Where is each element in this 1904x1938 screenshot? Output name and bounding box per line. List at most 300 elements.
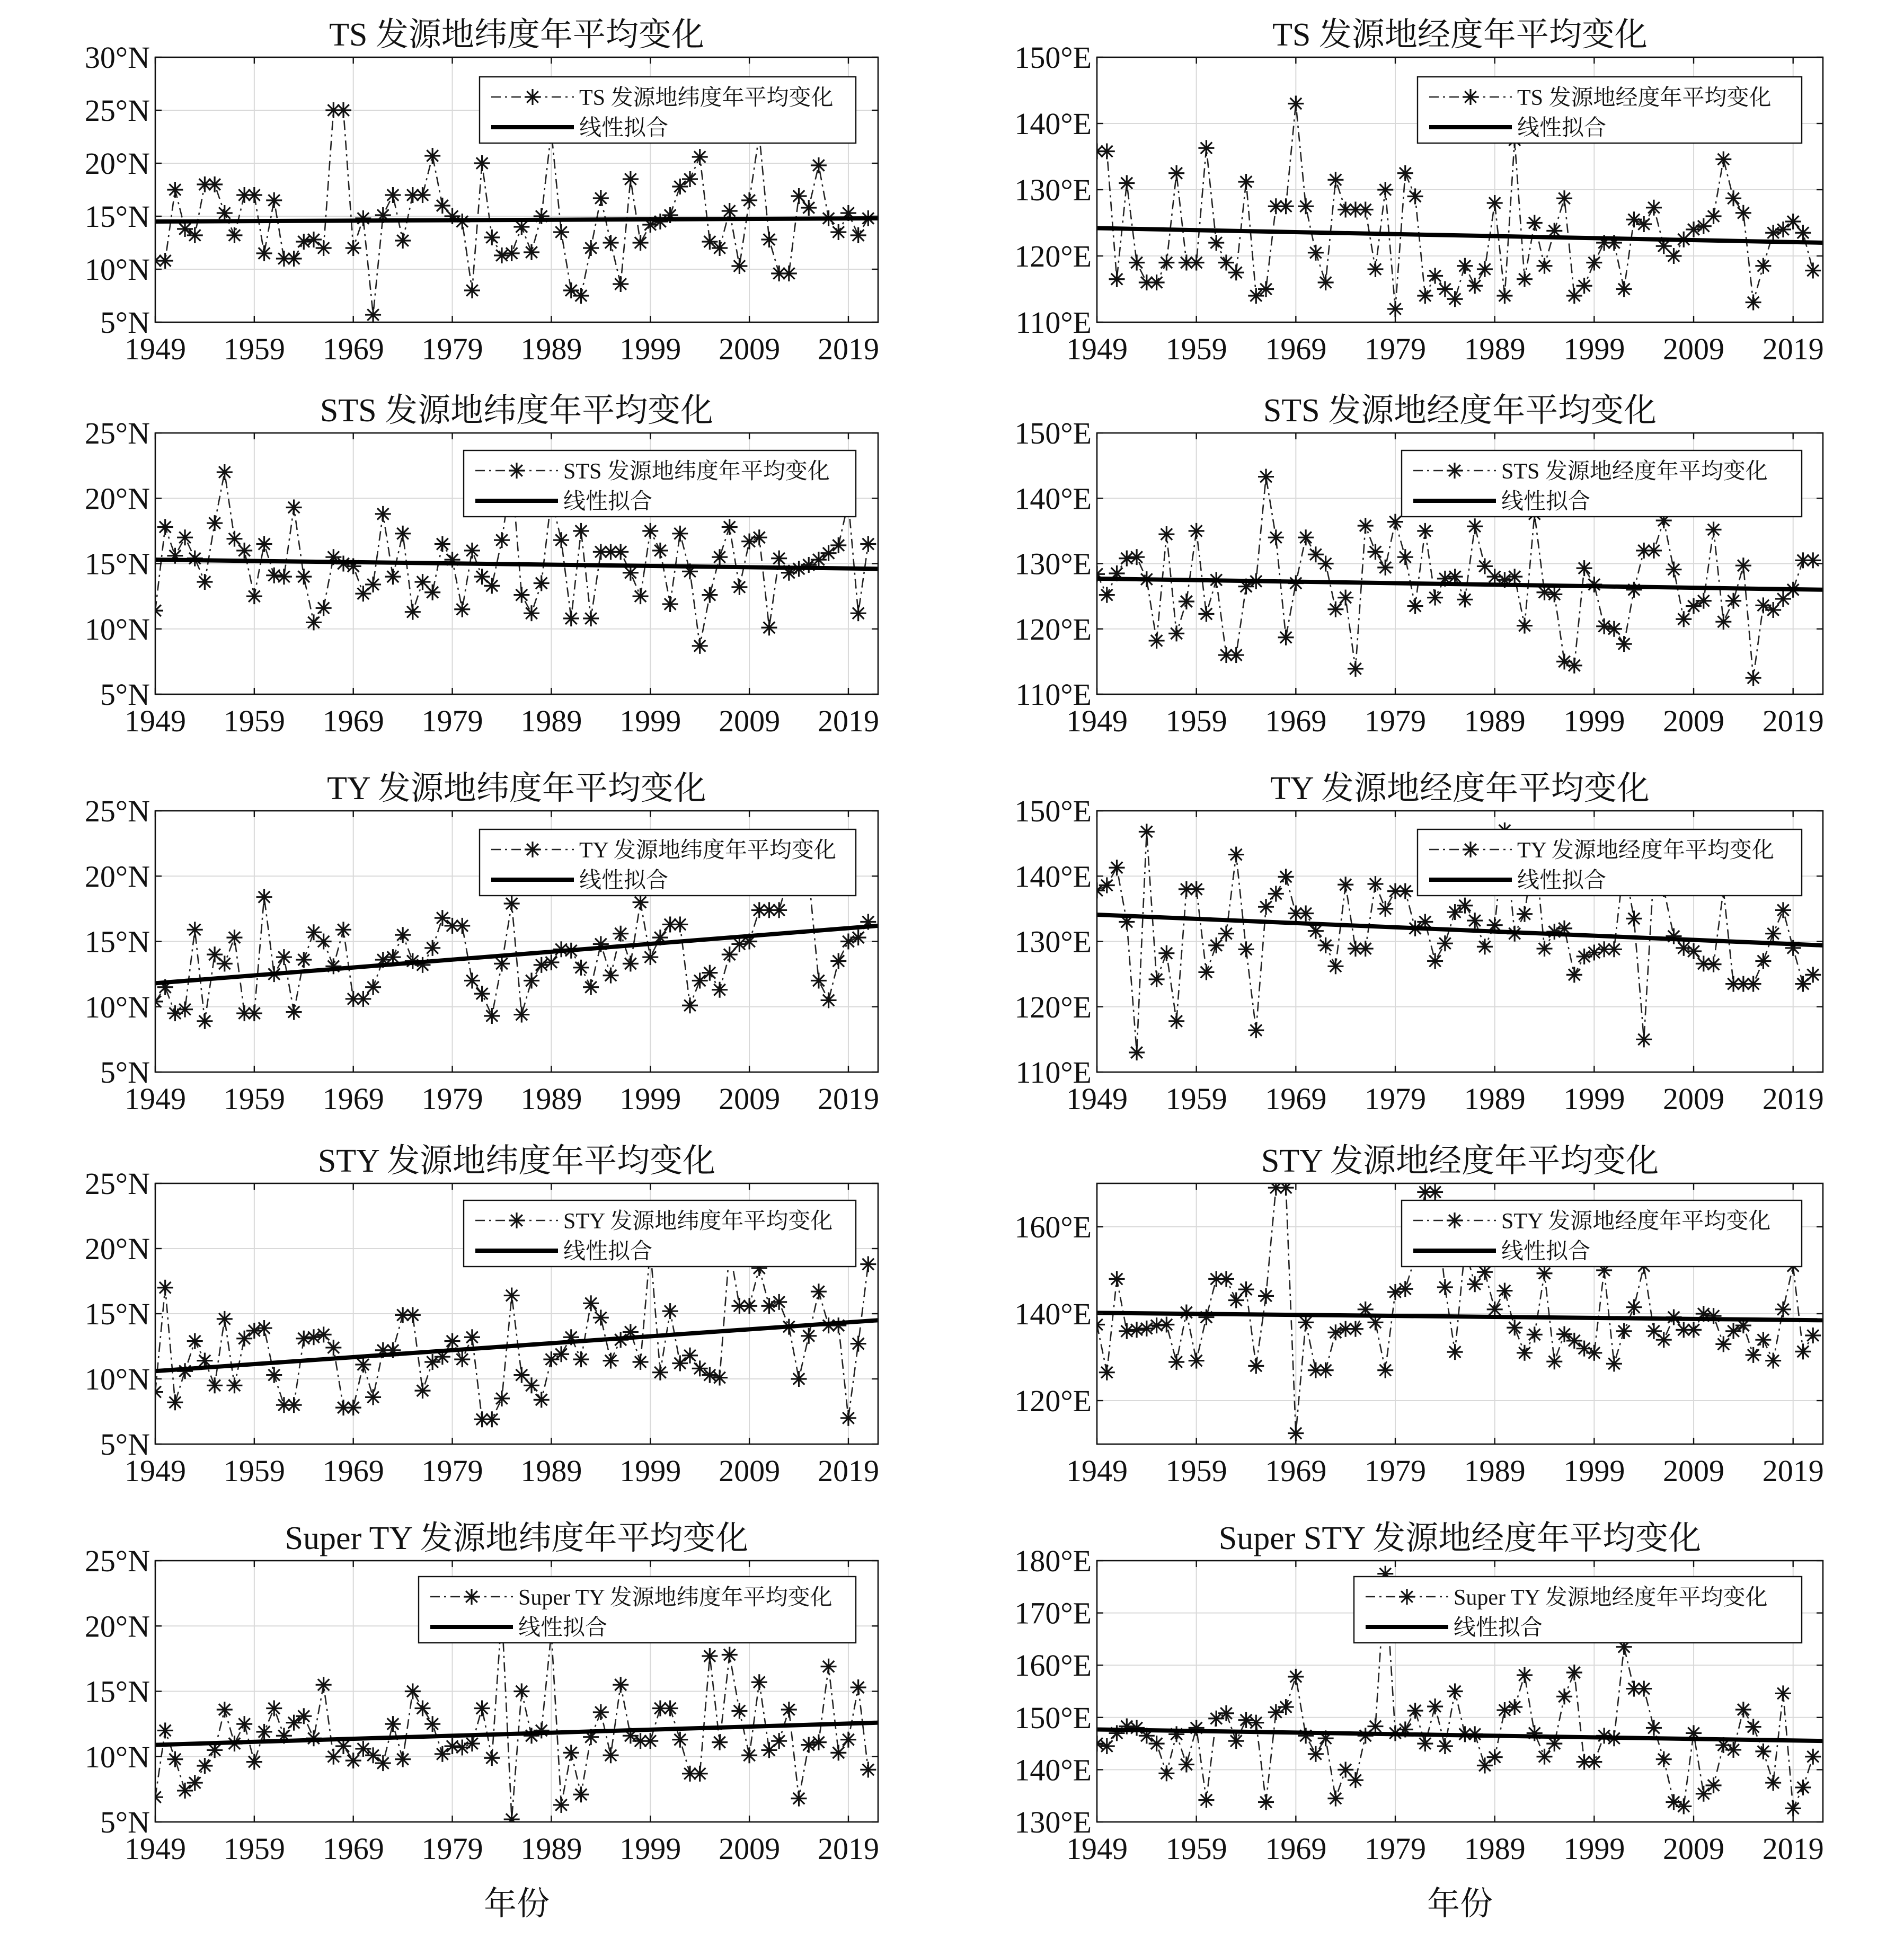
data-point-2020 bbox=[1795, 1780, 1811, 1795]
data-point-1993 bbox=[1527, 1326, 1543, 1342]
data-point-1950 bbox=[157, 519, 173, 535]
data-point-1986 bbox=[1457, 258, 1473, 274]
data-point-2006 bbox=[712, 982, 728, 998]
x-tick-label: 2019 bbox=[1762, 1454, 1824, 1488]
x-tick-label: 1999 bbox=[619, 1454, 681, 1488]
y-tick-label: 140°E bbox=[1014, 1753, 1092, 1787]
y-tick-label: 110°E bbox=[1015, 677, 1092, 712]
data-point-2003 bbox=[1626, 1299, 1642, 1315]
data-point-1955 bbox=[207, 1377, 223, 1393]
data-point-1976 bbox=[1358, 202, 1374, 218]
data-point-1983 bbox=[1427, 268, 1443, 284]
x-tick-label: 1989 bbox=[520, 704, 582, 738]
data-point-1996 bbox=[1556, 1688, 1572, 1704]
data-point-1984 bbox=[1437, 935, 1453, 951]
data-point-1979 bbox=[445, 1333, 460, 1349]
data-point-1997 bbox=[623, 955, 639, 971]
data-point-1955 bbox=[1149, 971, 1165, 987]
x-tick-label: 2009 bbox=[719, 1831, 781, 1866]
data-point-1959 bbox=[1189, 1720, 1205, 1736]
data-point-2016 bbox=[1755, 258, 1771, 274]
data-point-2020 bbox=[1795, 225, 1811, 241]
data-point-1998 bbox=[633, 235, 649, 251]
data-point-1981 bbox=[464, 543, 480, 559]
data-point-1967 bbox=[325, 1340, 341, 1356]
y-tick-label: 10°N bbox=[84, 252, 150, 287]
data-point-1982 bbox=[1417, 1736, 1433, 1751]
chart-title: STS 发源地纬度年平均变化 bbox=[320, 393, 714, 429]
data-point-1975 bbox=[1348, 1321, 1363, 1337]
legend-label-fit: 线性拟合 bbox=[563, 490, 653, 514]
data-point-1976 bbox=[414, 1383, 430, 1399]
data-point-1988 bbox=[534, 1392, 550, 1408]
x-tick-label: 1969 bbox=[322, 1454, 384, 1488]
data-point-1992 bbox=[1517, 906, 1533, 922]
x-tick-label: 1979 bbox=[421, 1831, 483, 1866]
x-tick-label: 1999 bbox=[1563, 1082, 1625, 1116]
data-point-1966 bbox=[316, 1326, 332, 1342]
data-point-2010 bbox=[1696, 593, 1712, 609]
y-tick-label: 20°N bbox=[84, 1232, 150, 1266]
y-tick-label: 130°E bbox=[1014, 173, 1092, 207]
x-tick-label: 1999 bbox=[619, 332, 681, 366]
data-point-1971 bbox=[365, 979, 381, 995]
data-point-1999 bbox=[642, 949, 658, 965]
data-point-2012 bbox=[1715, 152, 1731, 167]
y-tick-label: 130°E bbox=[1014, 924, 1092, 959]
data-point-1966 bbox=[316, 934, 332, 950]
data-point-2017 bbox=[821, 992, 837, 1008]
data-point-1973 bbox=[1327, 601, 1343, 617]
data-point-2001 bbox=[1606, 941, 1622, 957]
x-tick-label: 2009 bbox=[1663, 1082, 1725, 1116]
data-point-1972 bbox=[1318, 556, 1334, 572]
legend-label-series: TS 发源地纬度年平均变化 bbox=[579, 86, 834, 110]
x-tick-label: 1989 bbox=[520, 1831, 582, 1866]
data-point-1959 bbox=[246, 187, 262, 203]
data-point-1962 bbox=[1218, 1705, 1234, 1721]
data-point-1982 bbox=[474, 155, 490, 171]
data-point-2018 bbox=[1775, 1685, 1791, 1701]
data-point-1995 bbox=[603, 1353, 619, 1369]
x-tick-label: 1969 bbox=[1265, 332, 1327, 366]
data-point-1963 bbox=[1228, 647, 1244, 663]
data-point-1975 bbox=[405, 604, 421, 620]
legend-marker bbox=[1447, 463, 1463, 479]
data-point-2014 bbox=[1735, 205, 1751, 221]
data-point-1987 bbox=[1467, 518, 1483, 534]
data-point-2014 bbox=[791, 1791, 807, 1807]
legend-label-fit: 线性拟合 bbox=[1517, 869, 1607, 893]
legend-label-series: Super TY 发源地纬度年平均变化 bbox=[518, 1586, 833, 1610]
data-point-1957 bbox=[226, 1377, 242, 1393]
data-point-2003 bbox=[682, 171, 698, 187]
data-point-2008 bbox=[731, 579, 747, 595]
y-tick-label: 25°N bbox=[84, 1166, 150, 1201]
data-point-1995 bbox=[603, 968, 619, 984]
data-point-1994 bbox=[593, 190, 609, 206]
data-point-2000 bbox=[652, 1365, 668, 1381]
data-point-1956 bbox=[1158, 1317, 1174, 1333]
data-point-2020 bbox=[851, 930, 866, 945]
data-point-1968 bbox=[335, 102, 351, 118]
data-point-2017 bbox=[821, 1659, 837, 1675]
data-point-1978 bbox=[435, 910, 450, 926]
data-point-1987 bbox=[1467, 278, 1483, 294]
data-point-1987 bbox=[524, 1377, 539, 1393]
data-point-1957 bbox=[1168, 165, 1184, 181]
data-point-1956 bbox=[217, 955, 233, 971]
y-tick-label: 120°E bbox=[1014, 1384, 1092, 1418]
data-point-1983 bbox=[484, 578, 500, 594]
y-tick-label: 25°N bbox=[84, 794, 150, 828]
data-point-1951 bbox=[167, 1394, 183, 1410]
data-point-1960 bbox=[1198, 964, 1214, 980]
x-tick-label: 2019 bbox=[1762, 1831, 1824, 1866]
data-point-2007 bbox=[1666, 928, 1681, 944]
data-point-1952 bbox=[1119, 175, 1135, 191]
data-point-1991 bbox=[1507, 569, 1522, 585]
data-point-1972 bbox=[1318, 275, 1334, 290]
data-point-2019 bbox=[840, 1732, 856, 1748]
data-point-1970 bbox=[355, 1741, 371, 1757]
data-point-2021 bbox=[860, 536, 876, 552]
data-point-1983 bbox=[484, 1750, 500, 1766]
data-point-2011 bbox=[1706, 957, 1722, 972]
data-point-1971 bbox=[365, 1747, 381, 1763]
y-tick-label: 25°N bbox=[84, 416, 150, 450]
data-point-1972 bbox=[1318, 937, 1334, 953]
y-tick-label: 150°E bbox=[1014, 40, 1092, 75]
x-tick-label: 1949 bbox=[125, 1082, 186, 1116]
data-point-1974 bbox=[1338, 590, 1353, 606]
data-point-2016 bbox=[811, 552, 827, 568]
data-point-1963 bbox=[286, 1004, 302, 1020]
data-point-1983 bbox=[484, 1008, 500, 1024]
data-point-1965 bbox=[306, 614, 322, 630]
data-point-2015 bbox=[801, 1328, 817, 1344]
data-point-2012 bbox=[1715, 1336, 1731, 1352]
data-point-2011 bbox=[761, 620, 777, 635]
data-point-1959 bbox=[246, 1005, 262, 1021]
data-point-1959 bbox=[1189, 1353, 1205, 1369]
x-tick-label: 1959 bbox=[1165, 704, 1227, 738]
data-point-1954 bbox=[197, 1758, 212, 1774]
data-point-2011 bbox=[1706, 1308, 1722, 1324]
data-point-2016 bbox=[1755, 1332, 1771, 1348]
data-point-1997 bbox=[1566, 967, 1582, 983]
data-point-2012 bbox=[771, 551, 787, 567]
data-point-1973 bbox=[1327, 958, 1343, 974]
data-point-1985 bbox=[1447, 291, 1463, 307]
data-point-1973 bbox=[385, 1716, 401, 1732]
data-point-1951 bbox=[1109, 1725, 1125, 1741]
data-point-2003 bbox=[1626, 910, 1642, 926]
data-point-1990 bbox=[553, 532, 569, 548]
data-point-1998 bbox=[633, 1354, 649, 1370]
data-point-1993 bbox=[583, 610, 599, 626]
y-tick-label: 150°E bbox=[1014, 1700, 1092, 1735]
x-tick-label: 1969 bbox=[322, 704, 384, 738]
data-point-2012 bbox=[771, 1733, 787, 1749]
data-point-2007 bbox=[722, 203, 738, 219]
data-point-1981 bbox=[464, 972, 480, 988]
data-point-2005 bbox=[702, 965, 718, 981]
data-point-1967 bbox=[1268, 529, 1284, 545]
data-point-2020 bbox=[851, 1679, 866, 1695]
data-point-1970 bbox=[355, 1357, 371, 1373]
data-point-1966 bbox=[316, 1677, 332, 1693]
legend bbox=[419, 1577, 856, 1643]
x-tick-label: 1989 bbox=[1464, 1082, 1526, 1116]
data-point-1951 bbox=[1109, 271, 1125, 287]
data-point-1986 bbox=[513, 587, 529, 603]
data-point-1996 bbox=[613, 544, 628, 560]
data-point-1950 bbox=[157, 1280, 173, 1296]
data-point-1977 bbox=[1367, 876, 1383, 892]
data-point-1981 bbox=[1407, 189, 1423, 205]
data-point-2018 bbox=[830, 953, 846, 969]
data-point-1999 bbox=[1586, 255, 1602, 271]
data-point-1999 bbox=[642, 1733, 658, 1749]
x-tick-label: 1979 bbox=[421, 332, 483, 366]
legend-marker bbox=[509, 1213, 525, 1228]
data-point-2001 bbox=[662, 596, 678, 612]
data-point-1998 bbox=[1577, 278, 1592, 294]
data-point-1950 bbox=[1099, 1365, 1115, 1381]
data-point-1997 bbox=[1566, 658, 1582, 674]
data-point-1978 bbox=[1377, 182, 1393, 198]
data-point-2019 bbox=[1785, 1800, 1801, 1816]
legend-label-fit: 线性拟合 bbox=[1501, 1240, 1591, 1264]
y-tick-label: 140°E bbox=[1014, 481, 1092, 516]
legend-marker bbox=[525, 89, 541, 105]
data-point-1986 bbox=[513, 1007, 529, 1023]
x-tick-label: 1969 bbox=[1265, 704, 1327, 738]
data-point-1968 bbox=[1278, 630, 1294, 645]
data-point-1988 bbox=[534, 575, 550, 591]
data-point-2002 bbox=[672, 1732, 688, 1748]
legend-label-fit: 线性拟合 bbox=[1454, 1616, 1543, 1640]
data-point-2015 bbox=[1746, 976, 1761, 992]
data-point-1962 bbox=[276, 569, 292, 585]
y-tick-label: 120°E bbox=[1014, 989, 1092, 1024]
x-tick-label: 2009 bbox=[719, 1454, 781, 1488]
data-point-2016 bbox=[811, 157, 827, 173]
x-tick-label: 1959 bbox=[1165, 1082, 1227, 1116]
data-point-1983 bbox=[1427, 590, 1443, 606]
data-point-1964 bbox=[1238, 1281, 1254, 1297]
data-point-1962 bbox=[1218, 1271, 1234, 1287]
data-point-2009 bbox=[741, 192, 757, 208]
data-point-1975 bbox=[405, 1307, 421, 1323]
data-point-1964 bbox=[1238, 1712, 1254, 1728]
data-point-1990 bbox=[1496, 1702, 1512, 1718]
data-point-2012 bbox=[771, 1294, 787, 1310]
data-point-1965 bbox=[1248, 1022, 1264, 1038]
legend bbox=[480, 829, 856, 896]
data-point-1976 bbox=[414, 1701, 430, 1716]
data-point-1953 bbox=[1129, 549, 1145, 565]
legend-marker bbox=[1399, 1589, 1415, 1605]
data-point-1954 bbox=[197, 574, 212, 590]
data-point-1954 bbox=[197, 1013, 212, 1029]
x-tick-label: 1959 bbox=[1165, 1454, 1227, 1488]
x-tick-label: 1949 bbox=[125, 1831, 186, 1866]
x-tick-label: 1959 bbox=[1165, 1831, 1227, 1866]
data-point-1973 bbox=[1327, 1791, 1343, 1807]
y-tick-label: 160°E bbox=[1014, 1210, 1092, 1244]
data-point-2020 bbox=[851, 605, 866, 621]
data-point-1966 bbox=[316, 240, 332, 256]
data-point-1992 bbox=[573, 523, 589, 539]
data-point-1976 bbox=[414, 187, 430, 203]
data-point-2007 bbox=[1666, 562, 1681, 578]
y-tick-label: 15°N bbox=[84, 199, 150, 234]
x-tick-label: 2009 bbox=[1663, 1454, 1725, 1488]
x-tick-label: 1949 bbox=[1066, 1454, 1128, 1488]
data-point-1990 bbox=[553, 1797, 569, 1813]
data-point-1974 bbox=[395, 526, 411, 542]
data-point-1980 bbox=[1397, 549, 1413, 565]
y-tick-label: 20°N bbox=[84, 481, 150, 516]
data-point-1973 bbox=[1327, 172, 1343, 188]
data-point-2013 bbox=[781, 266, 797, 281]
data-point-1978 bbox=[1377, 901, 1393, 917]
data-point-1958 bbox=[1179, 594, 1194, 609]
data-point-2017 bbox=[1765, 1775, 1781, 1791]
y-tick-label: 15°N bbox=[84, 546, 150, 581]
data-point-1972 bbox=[375, 506, 391, 522]
x-tick-label: 1969 bbox=[1265, 1082, 1327, 1116]
data-point-1989 bbox=[1487, 195, 1503, 211]
legend-label-fit: 线性拟合 bbox=[579, 869, 669, 893]
x-tick-label: 1979 bbox=[1365, 704, 1427, 738]
data-point-1960 bbox=[1198, 1309, 1214, 1325]
data-point-2021 bbox=[1805, 1328, 1821, 1343]
data-point-1995 bbox=[603, 1747, 619, 1763]
x-tick-label: 2009 bbox=[1663, 704, 1725, 738]
data-point-1989 bbox=[1487, 1749, 1503, 1765]
data-point-1978 bbox=[435, 1746, 450, 1762]
data-point-2004 bbox=[692, 1766, 708, 1782]
data-point-1962 bbox=[276, 949, 292, 965]
y-tick-label: 5°N bbox=[100, 1805, 150, 1839]
y-tick-label: 130°E bbox=[1014, 1805, 1092, 1839]
x-tick-label: 2009 bbox=[1663, 1831, 1725, 1866]
data-point-1959 bbox=[1189, 523, 1205, 539]
data-point-1951 bbox=[1109, 860, 1125, 875]
x-tick-label: 2009 bbox=[719, 704, 781, 738]
data-point-2021 bbox=[860, 1256, 876, 1272]
data-point-2013 bbox=[781, 1702, 797, 1718]
data-point-2005 bbox=[1646, 543, 1662, 559]
data-point-1961 bbox=[266, 1701, 282, 1716]
data-point-1956 bbox=[217, 1702, 233, 1718]
x-tick-label: 2009 bbox=[719, 1082, 781, 1116]
x-tick-label: 1949 bbox=[125, 704, 186, 738]
chart-title: TS 发源地纬度年平均变化 bbox=[329, 17, 704, 53]
data-point-1966 bbox=[1258, 1794, 1274, 1810]
data-point-1992 bbox=[1517, 1667, 1533, 1683]
data-point-1952 bbox=[177, 529, 193, 545]
data-point-2004 bbox=[692, 149, 708, 165]
data-point-2005 bbox=[702, 1648, 718, 1664]
data-point-1963 bbox=[1228, 264, 1244, 280]
data-point-1963 bbox=[286, 500, 302, 516]
data-point-1968 bbox=[1278, 1699, 1294, 1715]
data-point-1996 bbox=[613, 926, 628, 942]
data-point-1981 bbox=[464, 282, 480, 298]
data-point-1996 bbox=[613, 276, 628, 292]
legend bbox=[480, 77, 856, 143]
y-tick-label: 10°N bbox=[84, 1739, 150, 1774]
x-tick-label: 1999 bbox=[1563, 1454, 1625, 1488]
data-point-2007 bbox=[722, 519, 738, 535]
data-point-1985 bbox=[1447, 1684, 1463, 1700]
data-point-1978 bbox=[435, 536, 450, 552]
data-point-1991 bbox=[563, 610, 579, 626]
data-point-1961 bbox=[1208, 937, 1224, 953]
data-point-1998 bbox=[633, 895, 649, 910]
data-point-1992 bbox=[1517, 618, 1533, 634]
data-point-1980 bbox=[1397, 883, 1413, 899]
data-point-1981 bbox=[1407, 1703, 1423, 1719]
legend-label-series: TS 发源地经度年平均变化 bbox=[1517, 86, 1772, 110]
data-point-2008 bbox=[1676, 611, 1692, 627]
data-point-1969 bbox=[346, 1753, 361, 1768]
data-point-1997 bbox=[623, 171, 639, 187]
x-tick-label: 1979 bbox=[421, 1454, 483, 1488]
y-tick-label: 5°N bbox=[100, 305, 150, 340]
data-point-2016 bbox=[1755, 953, 1771, 969]
data-point-1976 bbox=[1358, 941, 1374, 957]
x-tick-label: 1959 bbox=[223, 704, 285, 738]
data-point-1993 bbox=[583, 1295, 599, 1311]
data-point-1955 bbox=[1149, 1736, 1165, 1751]
data-point-2013 bbox=[1725, 190, 1741, 206]
data-point-2001 bbox=[1606, 621, 1622, 637]
data-point-2001 bbox=[1606, 1356, 1622, 1371]
data-point-1982 bbox=[474, 986, 490, 1002]
legend bbox=[464, 450, 856, 517]
data-point-2001 bbox=[662, 1303, 678, 1319]
data-point-1997 bbox=[1566, 1665, 1582, 1680]
data-point-1953 bbox=[1129, 255, 1145, 271]
data-point-1951 bbox=[1109, 1271, 1125, 1287]
data-point-1995 bbox=[603, 235, 619, 251]
legend-label-series: STY 发源地纬度年平均变化 bbox=[563, 1209, 833, 1234]
data-point-1952 bbox=[177, 1002, 193, 1017]
data-point-1968 bbox=[335, 922, 351, 937]
data-point-1975 bbox=[1348, 661, 1363, 677]
data-point-1983 bbox=[484, 1411, 500, 1427]
data-point-1990 bbox=[1496, 1283, 1512, 1299]
x-tick-label: 1979 bbox=[1365, 332, 1427, 366]
data-point-2003 bbox=[1626, 582, 1642, 598]
x-tick-label: 2019 bbox=[1762, 1082, 1824, 1116]
y-tick-label: 150°E bbox=[1014, 416, 1092, 450]
data-point-1974 bbox=[1338, 877, 1353, 892]
data-point-2018 bbox=[830, 224, 846, 240]
data-point-2007 bbox=[1666, 248, 1681, 264]
data-point-1985 bbox=[504, 896, 520, 912]
data-point-1973 bbox=[385, 569, 401, 585]
data-point-1994 bbox=[1537, 941, 1553, 957]
data-point-1955 bbox=[207, 176, 223, 192]
data-point-1978 bbox=[1377, 1362, 1393, 1378]
data-point-1955 bbox=[207, 515, 223, 531]
